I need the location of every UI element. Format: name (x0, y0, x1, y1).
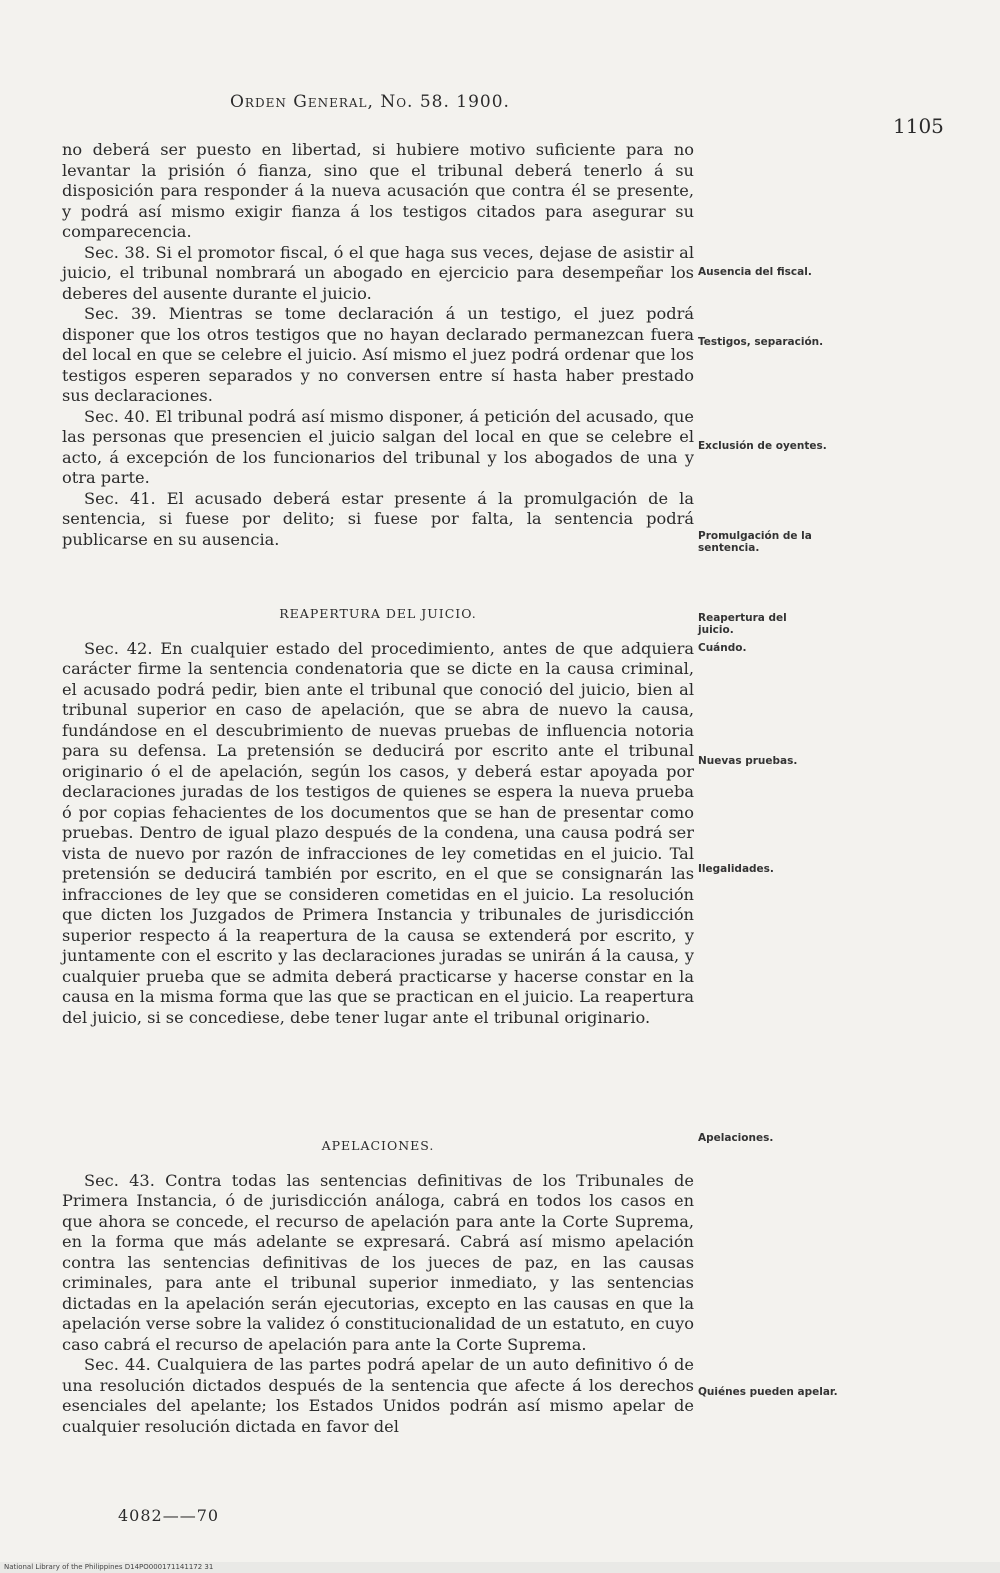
section-44: Sec. 44. Cualquiera de las partes podrá apelar de un auto definitivo ó de una resolución dictados después de la sentencia que afecte á los derechos esenciales del apelante; los Estados Unidos podrán así mismo apelar de cualquier resolución dictada en favor del (62, 1355, 694, 1436)
margin-note-reapertura: Reapertura del juicio. (698, 612, 787, 636)
heading-apelaciones: APELACIONES. (321, 1138, 435, 1153)
printer-signature: 4082——70 (118, 1506, 220, 1525)
section-42: Sec. 42. En cualquier estado del procedimiento, antes de que adquiera carácter firme la sentencia condenatoria que se dicte en la causa criminal, el acusado podrá pedir, bien ante el tribunal que conoció del juicio, bien al tribunal superior en caso de apelación, que se abra de nuevo la causa, fundándose en el descubrimiento de nuevas pruebas de influencia notoria para su defensa. La pretensión se deducirá por escrito ante el tribunal originario ó el de apelación, según los casos, y deberá estar apoyada por declaraciones juradas de los testigos de quienes se espera la nueva prueba ó por copias fehacientes de los documentos que se han de presentar como pruebas. Dentro de igual plazo después de la condena, una causa podrá ser vista de nuevo por razón de infracciones de ley cometidas en el juicio. Tal pretensión se deducirá también por escrito, en el que se consignarán las infracciones de ley que se consideren cometidas en el juicio. La resolución que dicten los Juzgados de Primera Instancia y tribunales de jurisdicción superior respecto á la reapertura de la causa se extenderá por escrito, y juntamente con el escrito y las declaraciones juradas se unirán á la causa, y cualquier prueba que se admita deberá practicarse y hacerse constar en la causa en la misma forma que las que se practican en el juicio. La reapertura del juicio, si se concediese, debe tener lugar ante el tribunal originario. (62, 638, 694, 1027)
margin-note-ausencia: Ausencia del fiscal. (698, 266, 812, 278)
margin-note-cuando: Cuándo. (698, 642, 747, 654)
running-head: Orden General, No. 58. 1900. (230, 92, 510, 112)
margin-note-promulgacion: Promulgación de la sentencia. (698, 530, 812, 554)
library-footer-bar: National Library of the Philippines D14PO000171141172 31 (0, 1562, 1000, 1573)
page-number: 1105 (893, 114, 944, 138)
body-column-mid (62, 604, 694, 1028)
section-39: Sec. 39. Mientras se tome declaración á un testigo, el juez podrá disponer que los otros testigos que no hayan declarado permanezcan fuera del local en que se celebre el juicio. Así mismo el juez podrá ordenar que los testigos esperen separados y no conversen entre sí hasta haber prestado sus declaraciones. (62, 304, 694, 405)
section-40: Sec. 40. El tribunal podrá así mismo disponer, á petición del acusado, que las personas que presencien el juicio salgan del local en que se celebre el acto, á excepción de los funcionarios del tribunal y los abogados de una y otra parte. (62, 406, 694, 487)
margin-note-nuevas-pruebas: Nuevas pruebas. (698, 755, 798, 767)
margin-note-exclusion: Exclusión de oyentes. (698, 440, 827, 452)
paragraph-continuation: no deberá ser puesto en libertad, si hubiere motivo suficiente para no levantar la prisión ó fianza, sino que el tribunal deberá tenerlo á su disposición para responder á la nueva acusación que contra él se presente, y podrá así mismo exigir fianza á los testigos citados para asegurar su comparecencia. (62, 140, 694, 241)
section-43: Sec. 43. Contra todas las sentencias definitivas de los Tribunales de Primera Instancia, ó de jurisdicción análoga, cabrá en todos los casos en que ahora se concede, el recurso de apelación para ante la Corte Suprema, en la forma que más adelante se expresará. Cabrá así mismo apelación contra las sentencias definitivas de los jueces de paz, en las causas criminales, para ante el tribunal superior inmediato, y las sentencias dictadas en la apelación serán ejecutorias, excepto en las causas en que la apelación verse sobre la validez ó constitucionalidad de un estatuto, en cuyo caso cabrá el recurso de apelación para ante la Corte Suprema. (62, 1170, 694, 1354)
section-38: Sec. 38. Si el promotor fiscal, ó el que haga sus veces, dejase de asistir al juicio, el tribunal nombrará un abogado en ejercicio para desempeñar los deberes del ausente durante el juicio. (62, 242, 694, 303)
body-column-top (62, 140, 694, 550)
heading-reapertura: REAPERTURA DEL JUICIO. (279, 606, 477, 621)
margin-note-testigos: Testigos, separación. (698, 336, 824, 348)
body-column-bottom (62, 1136, 694, 1437)
margin-note-apelaciones: Apelaciones. (698, 1132, 774, 1144)
margin-note-quienes: Quiénes pueden apelar. (698, 1386, 838, 1398)
margin-note-ilegalidades: Ilegalidades. (698, 863, 774, 875)
section-41: Sec. 41. El acusado deberá estar presente á la promulgación de la sentencia, si fuese por delito; si fuese por falta, la sentencia podrá publicarse en su ausencia. (62, 488, 694, 549)
